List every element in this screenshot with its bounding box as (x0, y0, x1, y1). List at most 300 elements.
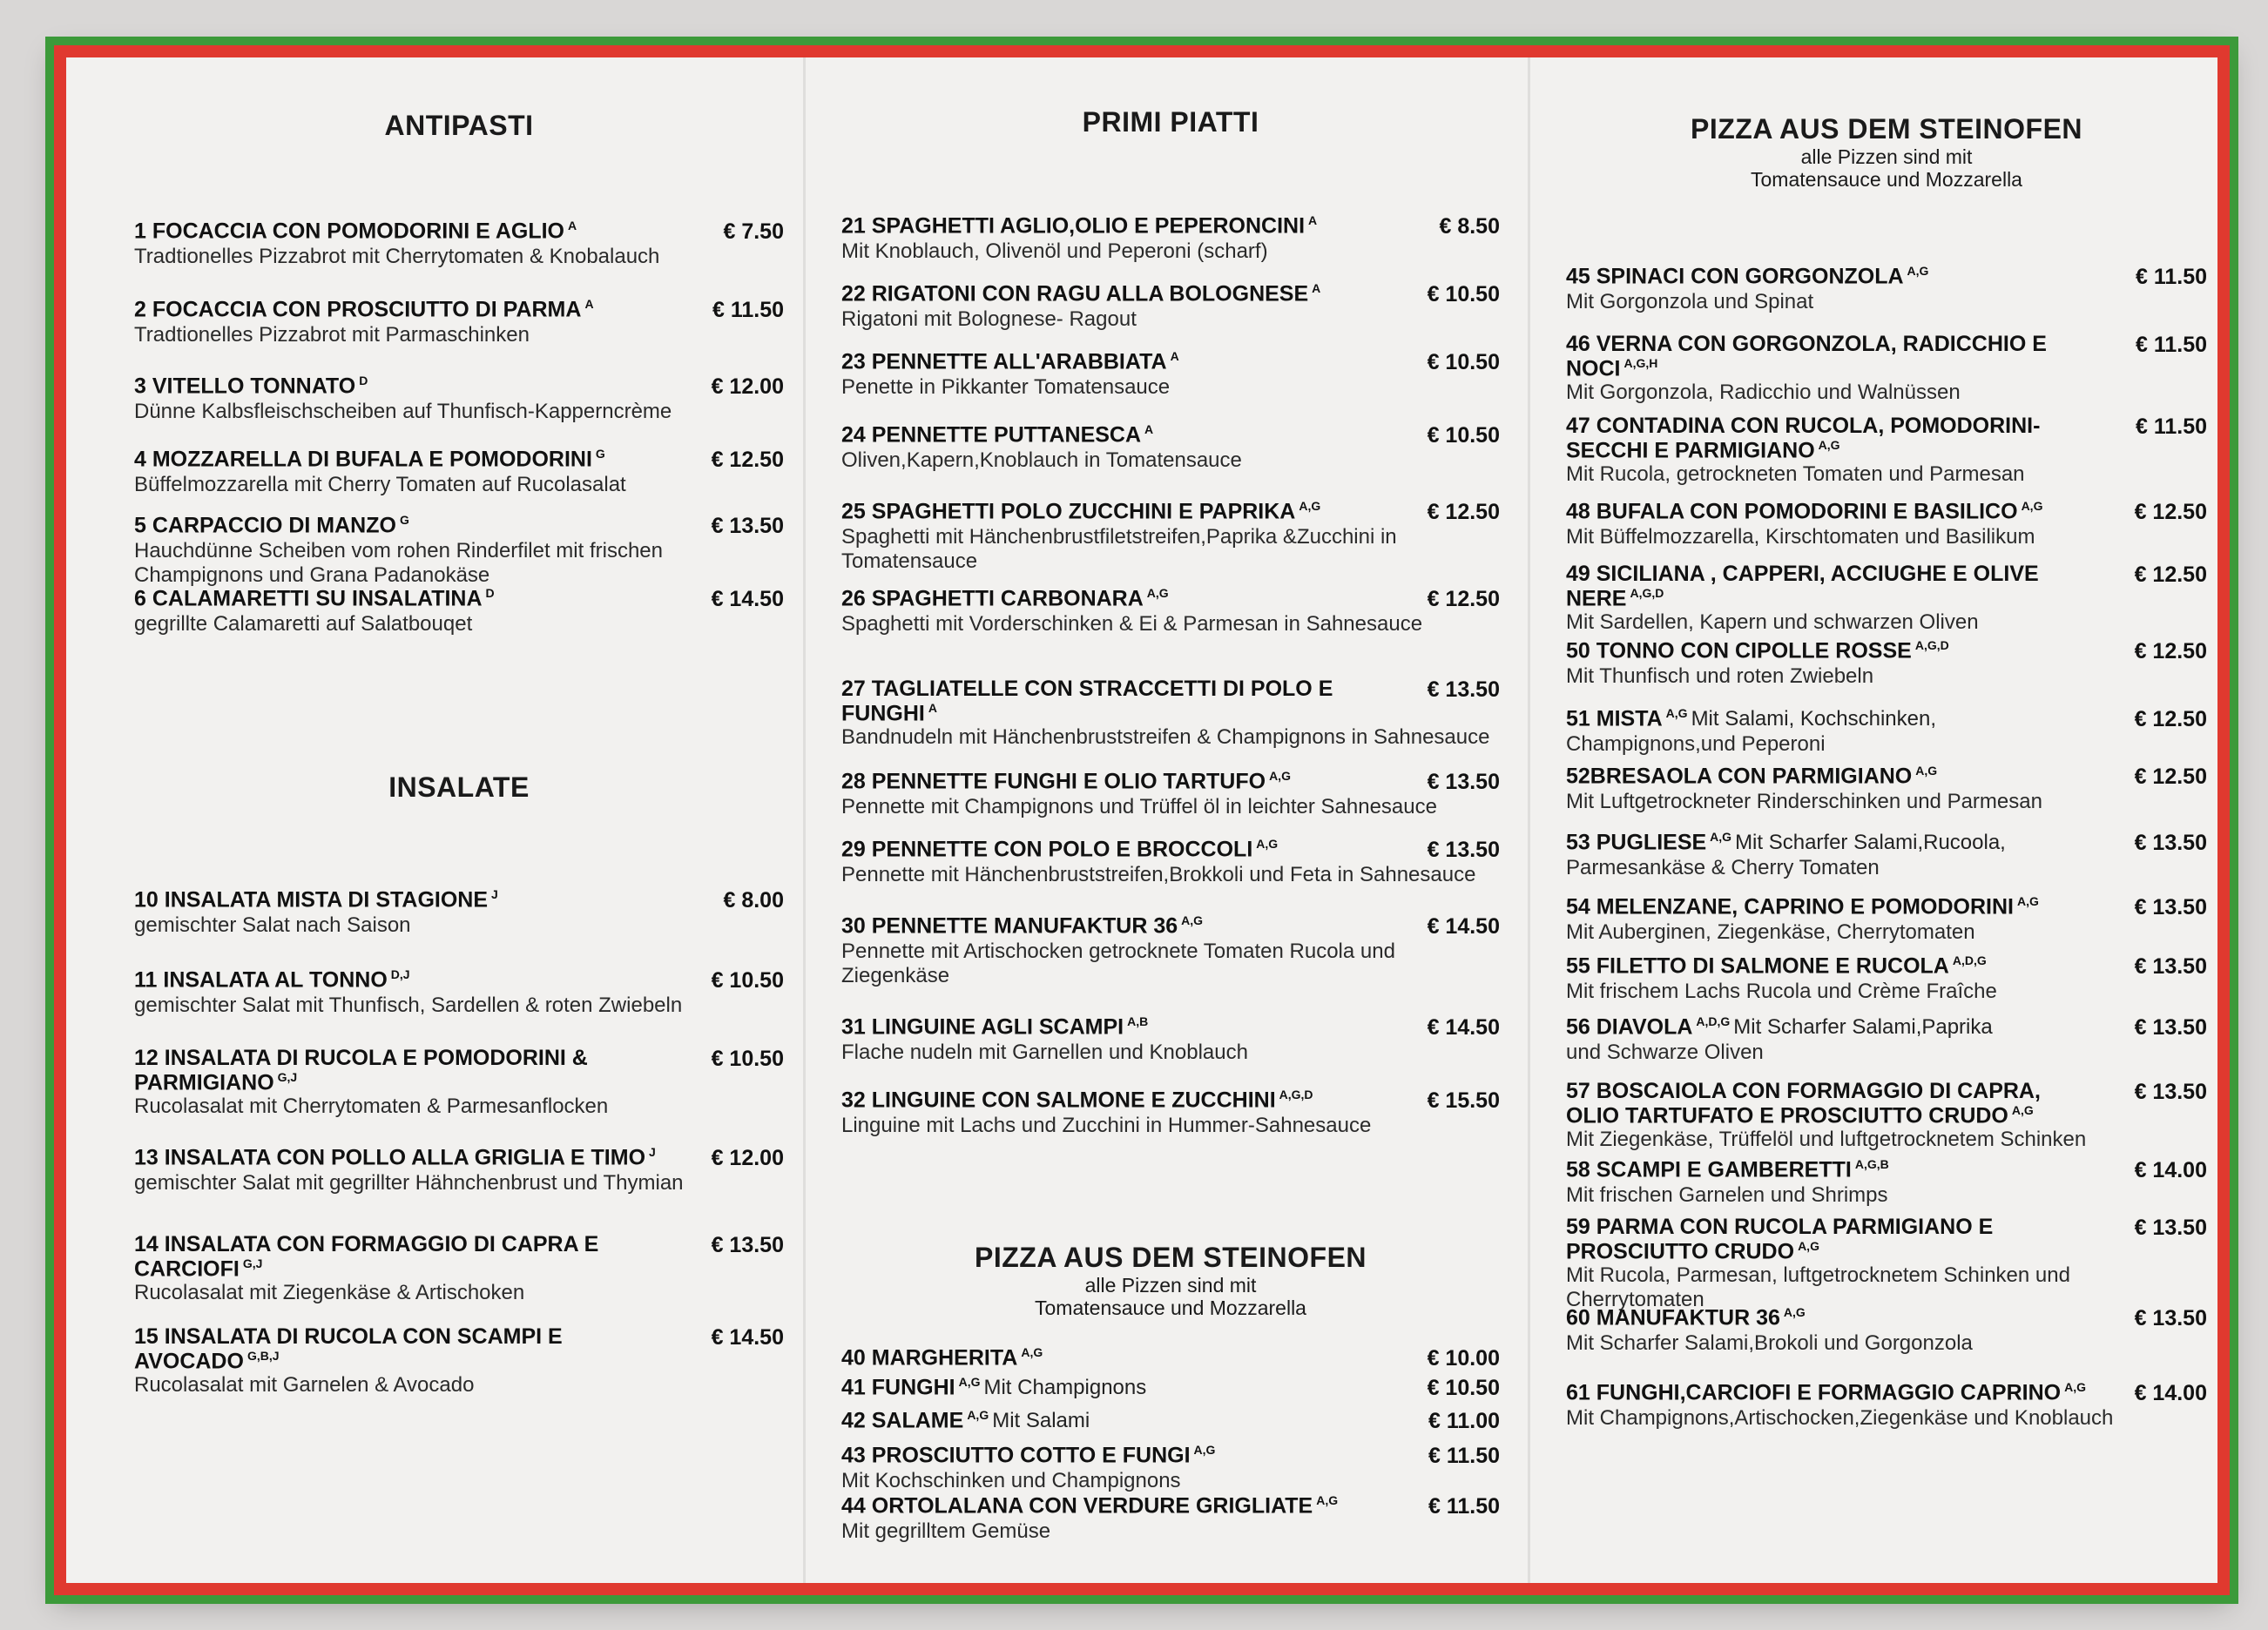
menu-item-inline-desc: Mit Salami (992, 1409, 1090, 1433)
menu-item-title: 12 INSALATA DI RUCOLA E POMODORINI & PARMIGIANO (134, 1046, 588, 1095)
menu-item-name (841, 1015, 1148, 1040)
menu-item-row (841, 214, 1500, 239)
menu-item (841, 1376, 1500, 1401)
menu-item-price: € 10.50 (711, 1047, 784, 1071)
menu-item-description: Mit Kochschinken und Champignons (841, 1469, 1181, 1492)
menu-item-name (841, 770, 1291, 794)
menu-item-title: 59 PARMA CON RUCOLA PARMIGIANO E PROSCIUTTO CRUDO (1566, 1215, 1994, 1263)
menu-item-name (134, 514, 409, 538)
menu-item (841, 838, 1500, 887)
pizza1-title: PIZZA AUS DEM STEINOFEN (974, 1242, 1367, 1273)
menu-item-row (134, 448, 784, 473)
allergen-code: A,G (1818, 437, 1840, 452)
menu-item-price: € 14.50 (711, 587, 784, 611)
menu-item-name (134, 968, 410, 993)
allergen-code: A,G (2064, 1380, 2086, 1394)
menu-item-title: 15 INSALATA DI RUCOLA CON SCAMPI E AVOCADO (134, 1324, 563, 1373)
menu-item-name (841, 587, 1169, 611)
menu-item-name (134, 587, 495, 611)
allergen-code: A,G,D (1279, 1088, 1313, 1101)
allergen-code: A,G (2016, 894, 2039, 908)
menu-item-description: gemischter Salat nach Saison (134, 913, 411, 937)
menu-item-row (841, 1409, 1500, 1434)
allergen-code: A,G (1907, 264, 1929, 278)
menu-item (1566, 639, 2207, 689)
column-pizza (1547, 57, 2226, 1583)
menu-item (841, 423, 1500, 473)
menu-item-title: 14 INSALATA CON FORMAGGIO DI CAPRA E CARCIOFI (134, 1232, 599, 1281)
menu-item-name (1566, 1080, 2092, 1128)
menu-item-name (1566, 1158, 1889, 1182)
menu-item-price: € 8.50 (1439, 214, 1500, 239)
menu-item-description: Rucolasalat mit Ziegenkäse & Artischoken (134, 1281, 525, 1305)
menu-item-description: Rucolasalat mit Cherrytomaten & Parmesanflocken (134, 1095, 609, 1119)
menu-item-title: 45 SPINACI CON GORGONZOLA (1566, 264, 1904, 289)
menu-item-title: 27 TAGLIATELLE CON STRACCETTI DI POLO E FUNGHI (841, 677, 1333, 725)
menu-item-name (1566, 1306, 1806, 1330)
menu-item-description: gegrillte Calamaretti auf Salatbouqet (134, 612, 473, 636)
allergen-code: J (649, 1145, 656, 1159)
menu-item (1566, 895, 2207, 945)
menu-item-description: Mit Luftgetrockneter Rinderschinken und Parmesan (1566, 790, 2042, 813)
menu-item-title: 26 SPAGHETTI CARBONARA (841, 586, 1144, 611)
menu-item-title: 24 PENNETTE PUTTANESCA (841, 422, 1142, 448)
menu-item-price: € 14.50 (1427, 914, 1500, 939)
primi-title: PRIMI PIATTI (1082, 106, 1259, 138)
menu-item-price: € 8.00 (723, 888, 784, 913)
menu-item-description: Champignons,und Peperoni (1566, 732, 1826, 756)
menu-item (1566, 1216, 2207, 1312)
menu-item-price: € 14.00 (2134, 1158, 2207, 1182)
menu-item-description: Bandnudeln mit Hänchenbruststreifen & Champignons in Sahnesauce (841, 725, 1490, 750)
menu-item-price: € 12.50 (2134, 500, 2207, 524)
menu-item-description: Mit Büffelmozzarella, Kirschtomaten und Basilikum (1566, 525, 2035, 549)
menu-item-name (1566, 895, 2039, 919)
menu-item-row (1566, 1306, 2207, 1331)
menu-item-price: € 10.50 (1427, 350, 1500, 374)
allergen-code: A,G (1193, 1443, 1216, 1457)
menu-item-name (1566, 707, 1936, 731)
menu-item-description: Mit Champignons,Artischocken,Ziegenkäse und Knoblauch (1566, 1406, 2114, 1430)
allergen-code: A,G (1181, 913, 1204, 927)
menu-item (1566, 1158, 2207, 1208)
menu-item-title: 56 DIAVOLA (1566, 1014, 1693, 1040)
menu-item-name (134, 219, 577, 244)
column-antipasti-insalate (115, 57, 803, 1583)
menu-item-name (841, 1346, 1043, 1371)
menu-item (841, 1494, 1500, 1544)
menu-item-price: € 13.50 (2134, 954, 2207, 979)
allergen-code: A,G (1316, 1493, 1339, 1507)
menu-item-description: Rigatoni mit Bolognese- Ragout (841, 307, 1137, 331)
menu-item-row (841, 500, 1500, 525)
pizza1-header (822, 1242, 1519, 1320)
allergen-code: G,B,J (246, 1348, 280, 1363)
menu-item-row (1566, 265, 2207, 290)
menu-item-row (134, 587, 784, 612)
menu-item-name (134, 448, 605, 472)
menu-item (1566, 1381, 2207, 1431)
allergen-code: A,G (1798, 1238, 1819, 1253)
menu-item-row (841, 423, 1500, 448)
menu-item-name (134, 1233, 667, 1281)
menu-item (841, 1346, 1500, 1371)
menu-item-name (841, 423, 1153, 448)
menu-item-title: 55 FILETTO DI SALMONE E RUCOLA (1566, 953, 1949, 979)
menu-item-name (841, 838, 1278, 862)
menu-item (1566, 707, 2207, 757)
pizza2-header (1547, 113, 2226, 192)
menu-item-title: 42 SALAME (841, 1408, 964, 1433)
menu-item-title: 10 INSALATA MISTA DI STAGIONE (134, 887, 489, 913)
menu-item-price: € 12.50 (2134, 764, 2207, 789)
pizza2-subtitle-2: Tomatensauce und Mozzarella (1751, 168, 2022, 192)
menu-item (841, 1015, 1500, 1065)
menu-item-price: € 14.50 (711, 1325, 784, 1350)
menu-item-title: 2 FOCACCIA CON PROSCIUTTO DI PARMA (134, 297, 582, 322)
menu-item-row (1566, 1080, 2207, 1128)
menu-item (841, 500, 1500, 573)
menu-item-description: Pennette mit Champignons und Trüffel öl in leichter Sahnesauce (841, 795, 1437, 818)
menu-item-name (841, 1376, 1146, 1400)
allergen-code: A,G (1665, 706, 1688, 720)
menu-item-name (1566, 265, 1928, 289)
menu-item-title: 11 INSALATA AL TONNO (134, 967, 388, 993)
menu-item-title: 52BRESAOLA CON PARMIGIANO (1566, 764, 1913, 789)
menu-item (134, 1325, 784, 1398)
menu-item-row (841, 838, 1500, 863)
menu-item-description: Linguine mit Lachs und Zucchini in Hummer-Sahnesauce (841, 1114, 1372, 1137)
menu-item (1566, 500, 2207, 549)
menu-item-description: Tradtionelles Pizzabrot mit Cherrytomaten & Knobalauch (134, 245, 660, 268)
menu-item-title: 50 TONNO CON CIPOLLE ROSSE (1566, 638, 1912, 663)
menu-item-title: 54 MELENZANE, CAPRINO E POMODORINI (1566, 894, 2014, 919)
menu-item-name (1566, 1015, 1993, 1040)
menu-item (134, 298, 784, 347)
allergen-code: J (491, 887, 498, 901)
menu-item-name (841, 350, 1179, 374)
insalate-title: INSALATE (388, 771, 530, 803)
menu-item-title: 57 BOSCAIOLA CON FORMAGGIO DI CAPRA, OLIO TARTUFATO E PROSCIUTTO CRUDO (1566, 1079, 2041, 1128)
allergen-code: A,G (1299, 499, 1321, 513)
menu-item (1566, 831, 2207, 880)
allergen-code: A (1170, 349, 1179, 363)
menu-item-inline-desc: Mit Salami, Kochschinken, (1691, 707, 1937, 731)
menu-item-title: 44 ORTOLALANA CON VERDURE GRIGLIATE (841, 1493, 1313, 1519)
menu-item-price: € 10.50 (1427, 423, 1500, 448)
menu-item (841, 1409, 1500, 1434)
menu-item-name (1566, 500, 2042, 524)
menu-item-row (841, 1376, 1500, 1401)
menu-item-title: 30 PENNETTE MANUFAKTUR 36 (841, 913, 1178, 939)
menu-item-title: 1 FOCACCIA CON POMODORINI E AGLIO (134, 219, 564, 244)
menu-item-row (1566, 639, 2207, 664)
menu-item-row (1566, 500, 2207, 525)
menu-item-title: 5 CARPACCIO DI MANZO (134, 513, 396, 538)
menu-item-price: € 13.50 (2134, 831, 2207, 855)
menu-item (1566, 1015, 2207, 1065)
menu-item-row (134, 514, 784, 539)
menu-item (841, 1444, 1500, 1493)
allergen-code: A (1308, 213, 1318, 227)
menu-item-row (1566, 1216, 2207, 1263)
menu-item-row (134, 374, 784, 400)
menu-item (134, 968, 784, 1018)
allergen-code: G (595, 447, 605, 461)
allergen-code: A,G (958, 1375, 981, 1389)
menu-item-row (841, 350, 1500, 375)
menu-item-description: Mit Rucola, getrockneten Tomaten und Parmesan (1566, 462, 2025, 487)
menu-item-name (841, 500, 1320, 524)
column-primi-pizza (822, 57, 1519, 1583)
allergen-code: A (568, 219, 577, 232)
menu-item (1566, 1080, 2207, 1152)
menu-item-name (1566, 764, 1937, 789)
menu-item (134, 448, 784, 497)
allergen-code: A,G (967, 1408, 989, 1422)
menu-item-name (134, 1325, 667, 1373)
menu-item-description: Spaghetti mit Vorderschinken & Ei & Parmesan in Sahnesauce (841, 612, 1423, 636)
menu-item-row (134, 968, 784, 993)
menu-item (841, 770, 1500, 819)
menu-item-row (1566, 1381, 2207, 1406)
menu-item-price: € 13.50 (2134, 1080, 2207, 1104)
menu-item-description: Oliven,Kapern,Knoblauch in Tomatensauce (841, 448, 1242, 472)
menu-item-price: € 11.50 (2135, 414, 2207, 439)
menu-item-description: gemischter Salat mit Thunfisch, Sardellen & roten Zwiebeln (134, 993, 683, 1017)
menu-item (1566, 954, 2207, 1004)
menu-item-price: € 14.50 (1427, 1015, 1500, 1040)
menu-item-row (1566, 707, 2207, 732)
menu-item-price: € 10.50 (1427, 1376, 1500, 1400)
menu-item-row (841, 1088, 1500, 1114)
menu-item-title: 58 SCAMPI E GAMBERETTI (1566, 1157, 1852, 1182)
menu-item-price: € 10.00 (1427, 1346, 1500, 1371)
menu-item-price: € 7.50 (723, 219, 784, 244)
menu-item-title: 6 CALAMARETTI SU INSALATINA (134, 586, 483, 611)
menu-item-title: 21 SPAGHETTI AGLIO,OLIO E PEPERONCINI (841, 213, 1306, 239)
menu-item (134, 514, 784, 587)
menu-item-description: Mit Rucola, Parmesan, luftgetrocknetem Schinken und Cherrytomaten (1566, 1263, 2070, 1311)
menu-item-row (1566, 1015, 2207, 1041)
allergen-code: A,G (2021, 499, 2043, 513)
menu-item (134, 219, 784, 269)
menu-item-name (134, 1146, 656, 1170)
menu-item-title: 32 LINGUINE CON SALMONE E ZUCCHINI (841, 1088, 1276, 1113)
menu-item-title: 47 CONTADINA CON RUCOLA, POMODORINI-SECCHI E PARMIGIANO (1566, 414, 2041, 462)
menu-item-row (1566, 764, 2207, 790)
menu-item-description: Parmesankäse & Cherry Tomaten (1566, 856, 1880, 879)
menu-item-title: 46 VERNA CON GORGONZOLA, RADICCHIO E NOCI (1566, 332, 2047, 381)
menu-item-name (1566, 414, 2092, 462)
menu-item-name (841, 677, 1381, 725)
menu-item-row (1566, 895, 2207, 920)
allergen-code: G,J (277, 1069, 298, 1084)
menu-item-description: Mit Scharfer Salami,Brokoli und Gorgonzola (1566, 1331, 1973, 1355)
allergen-code: D (359, 374, 368, 387)
menu-item-price: € 13.50 (2134, 895, 2207, 919)
pizza1-subtitle-1: alle Pizzen sind mit (1084, 1274, 1257, 1297)
menu-item-name (841, 1088, 1313, 1113)
fold-line (1528, 57, 1530, 1583)
menu-item-name (1566, 639, 1949, 663)
menu-item-row (134, 1047, 784, 1095)
menu-item (1566, 333, 2207, 405)
menu-item-name (134, 298, 594, 322)
menu-item-price: € 11.50 (1428, 1444, 1500, 1468)
menu-item (1566, 1306, 2207, 1356)
menu-item-title: 23 PENNETTE ALL'ARABBIATA (841, 349, 1167, 374)
menu-item-name (134, 374, 368, 399)
menu-item-description: gemischter Salat mit gegrillter Hähnchenbrust und Thymian (134, 1171, 684, 1195)
menu-item-title: 61 FUNGHI,CARCIOFI E FORMAGGIO CAPRINO (1566, 1380, 2062, 1405)
menu-item (134, 1233, 784, 1305)
menu-item-row (841, 282, 1500, 307)
menu-item-name (1566, 954, 1987, 979)
menu-item-row (1566, 414, 2207, 462)
pizza2-title: PIZZA AUS DEM STEINOFEN (1690, 113, 2083, 145)
menu-item-name (1566, 562, 2092, 610)
menu-item-price: € 13.50 (1427, 838, 1500, 862)
menu-item-name (134, 888, 498, 913)
menu-item-title: 13 INSALATA CON POLLO ALLA GRIGLIA E TIMO (134, 1145, 646, 1170)
menu-item-title: 51 MISTA (1566, 706, 1663, 731)
menu-item-price: € 12.50 (1427, 587, 1500, 611)
menu-item-description: Penette in Pikkanter Tomatensauce (841, 375, 1171, 399)
allergen-code: G,J (242, 1256, 263, 1270)
menu-item-title: 3 VITELLO TONNATO (134, 374, 356, 399)
menu-item (134, 1146, 784, 1196)
menu-item-price: € 12.50 (711, 448, 784, 472)
pizza2-subtitle-1: alle Pizzen sind mit (1800, 145, 1973, 168)
menu-item-description: Mit gegrilltem Gemüse (841, 1519, 1051, 1543)
menu-item-row (1566, 1158, 2207, 1183)
allergen-code: A,G (1915, 764, 1938, 778)
menu-item-row (134, 1146, 784, 1171)
menu-item-title: 4 MOZZARELLA DI BUFALA E POMODORINI (134, 447, 592, 472)
menu-item (841, 914, 1500, 987)
menu-item-row (1566, 831, 2207, 856)
menu-item-title: 41 FUNGHI (841, 1375, 955, 1400)
menu-item-price: € 13.50 (2134, 1015, 2207, 1040)
allergen-code: A,G (2011, 1102, 2034, 1117)
menu-item-description: Mit frischen Garnelen und Shrimps (1566, 1183, 1888, 1207)
menu-item-name (841, 1444, 1215, 1468)
allergen-code: D,J (390, 967, 410, 981)
menu-item-description: Mit Thunfisch und roten Zwiebeln (1566, 664, 1874, 688)
menu-item-price: € 12.00 (711, 1146, 784, 1170)
menu-item-price: € 10.50 (711, 968, 784, 993)
menu-item-title: 29 PENNETTE CON POLO E BROCCOLI (841, 837, 1253, 862)
menu-item-name (841, 214, 1317, 239)
menu-item-price: € 10.50 (1427, 282, 1500, 306)
menu-item-title: 28 PENNETTE FUNGHI E OLIO TARTUFO (841, 769, 1266, 794)
menu-item-price: € 14.00 (2134, 1381, 2207, 1405)
menu-item-price: € 11.50 (1428, 1494, 1500, 1519)
menu-item-row (841, 1015, 1500, 1041)
allergen-code: A,G,D (1914, 638, 1949, 652)
menu-item (1566, 562, 2207, 635)
menu-item-price: € 11.50 (712, 298, 784, 322)
menu-item (841, 1088, 1500, 1138)
menu-item (1566, 764, 2207, 814)
menu-item-name (1566, 1381, 2086, 1405)
allergen-code: A (1312, 281, 1321, 295)
menu-item-inline-desc: Mit Champignons (983, 1376, 1147, 1400)
menu-item-name (134, 1047, 667, 1095)
menu-item-title: 43 PROSCIUTTO COTTO E FUNGI (841, 1443, 1191, 1468)
menu-item-row (841, 1494, 1500, 1519)
allergen-code: A (1144, 422, 1154, 436)
menu-item-row (841, 587, 1500, 612)
menu-item-row (1566, 562, 2207, 610)
menu-item-description: Pennette mit Artischocken getrocknete Tomaten Rucola und Ziegenkäse (841, 940, 1395, 987)
menu-item-inline-desc: Mit Scharfer Salami,Rucoola, (1735, 831, 2006, 855)
menu-item-description: Rucolasalat mit Garnelen & Avocado (134, 1373, 475, 1398)
menu-item-inline-desc: Mit Scharfer Salami,Paprika (1733, 1015, 1993, 1040)
allergen-code: A,G (1269, 769, 1291, 783)
menu-item-description: und Schwarze Oliven (1566, 1041, 1764, 1064)
menu-item-price: € 13.50 (711, 514, 784, 538)
menu-item-price: € 11.50 (2135, 265, 2207, 289)
menu-item-name (841, 1494, 1338, 1519)
menu-item (841, 214, 1500, 264)
menu-item-name (1566, 831, 2006, 855)
menu-item (1566, 265, 2207, 314)
allergen-code: A (928, 700, 937, 715)
menu-item-description: Mit Ziegenkäse, Trüffelöl und luftgetrocknetem Schinken (1566, 1128, 2087, 1152)
menu-item (134, 1047, 784, 1119)
menu-page (54, 45, 2230, 1595)
menu-item-price: € 12.50 (2134, 707, 2207, 731)
menu-item (841, 677, 1500, 750)
allergen-code: A,D,G (1952, 953, 1987, 967)
menu-item-name (841, 282, 1320, 306)
menu-item-row (134, 219, 784, 245)
menu-item-price: € 12.50 (1427, 500, 1500, 524)
menu-item-price: € 12.50 (2134, 562, 2207, 587)
menu-item-row (841, 1444, 1500, 1469)
allergen-code: A,G,H (1623, 355, 1658, 370)
allergen-code: A,B (1127, 1014, 1149, 1028)
menu-item-name (1566, 1216, 2092, 1263)
menu-item (134, 587, 784, 637)
allergen-code: G (399, 513, 409, 527)
menu-item-description: Spaghetti mit Hänchenbrustfiletstreifen,Paprika &Zucchini in Tomatensauce (841, 525, 1397, 573)
menu-item-price: € 15.50 (1427, 1088, 1500, 1113)
menu-item-price: € 12.00 (711, 374, 784, 399)
menu-item-title: 31 LINGUINE AGLI SCAMPI (841, 1014, 1124, 1040)
menu-item-name (1566, 333, 2092, 381)
menu-item-name (841, 914, 1203, 939)
allergen-code: A,G (1783, 1305, 1806, 1319)
menu-item-description: Tradtionelles Pizzabrot mit Parmaschinken (134, 323, 530, 347)
menu-item (134, 374, 784, 424)
menu-item-price: € 11.50 (2135, 333, 2207, 357)
menu-item-price: € 13.50 (711, 1233, 784, 1257)
menu-item-price: € 13.50 (1427, 770, 1500, 794)
menu-item-description: Mit Sardellen, Kapern und schwarzen Oliven (1566, 610, 1979, 635)
menu-item-price: € 13.50 (2134, 1306, 2207, 1330)
menu-item-price: € 13.50 (1427, 677, 1500, 702)
menu-item-description: Mit Knoblauch, Olivenöl und Peperoni (scharf) (841, 239, 1268, 263)
menu-item-row (134, 1233, 784, 1281)
menu-item-title: 60 MANUFAKTUR 36 (1566, 1305, 1780, 1330)
menu-item-price: € 12.50 (2134, 639, 2207, 663)
menu-item-price: € 13.50 (2134, 1216, 2207, 1240)
allergen-code: A,G,D (1630, 585, 1664, 600)
antipasti-title: ANTIPASTI (384, 110, 534, 141)
